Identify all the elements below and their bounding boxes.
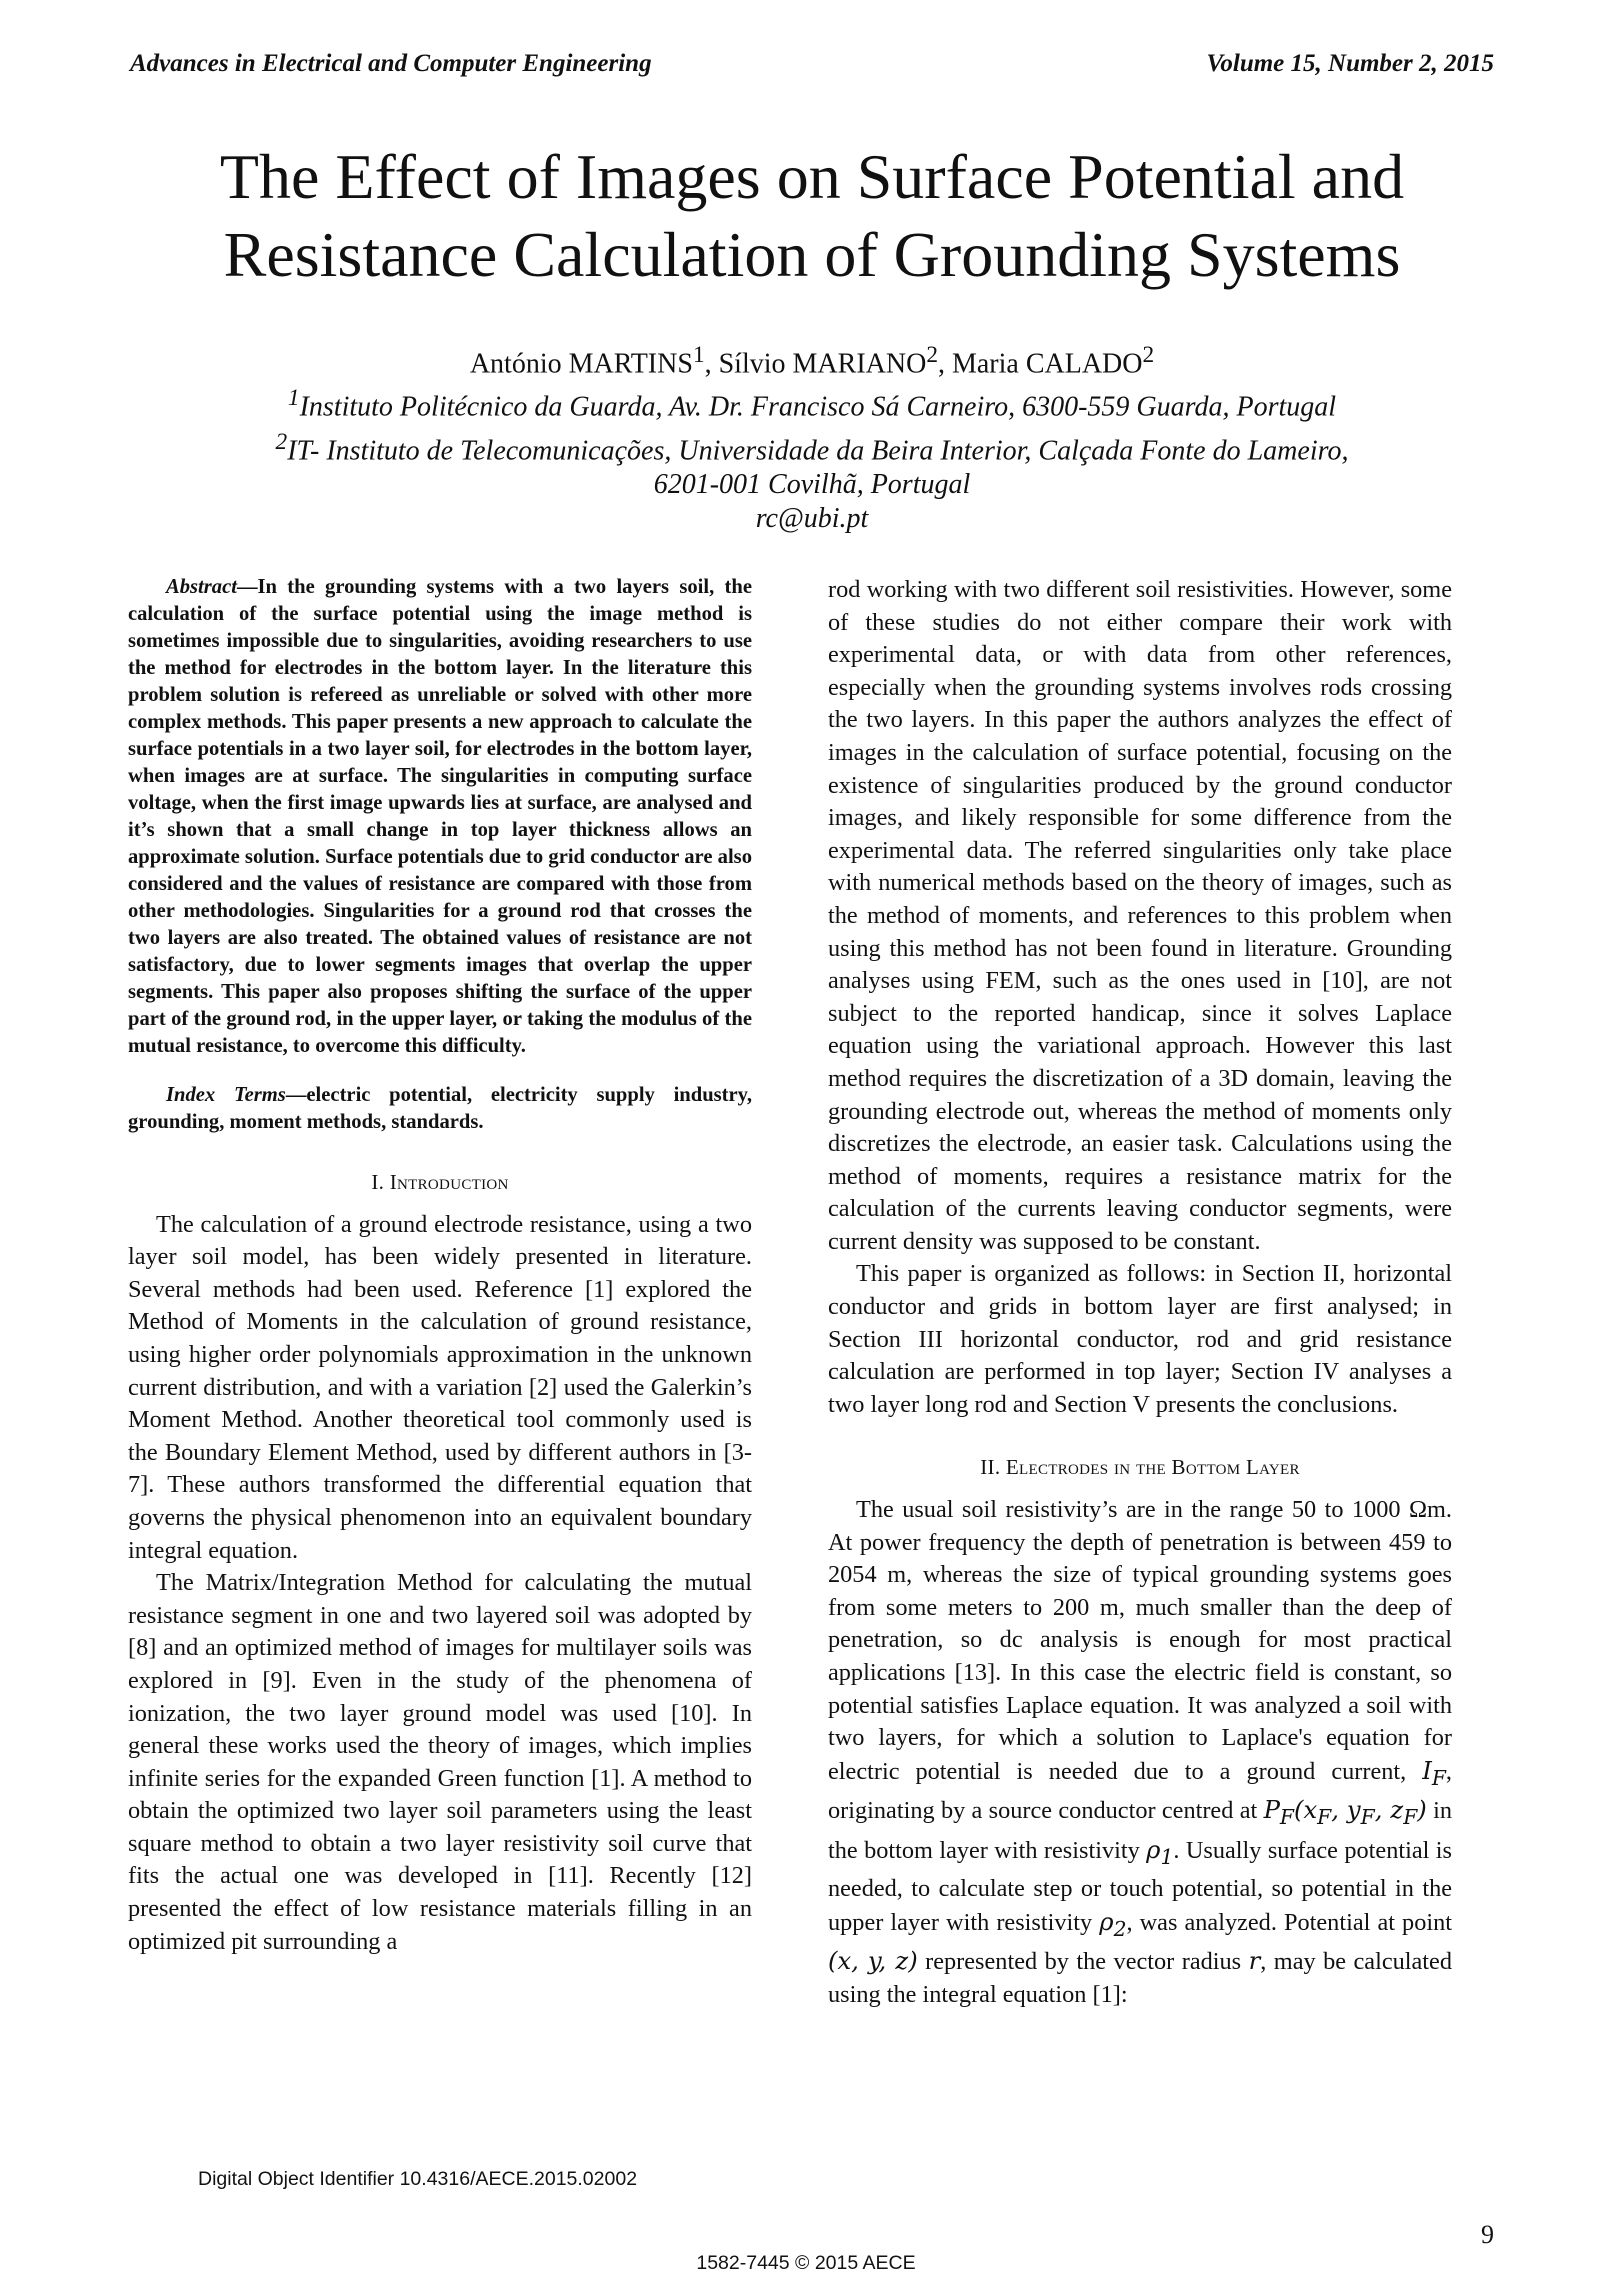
volume-info: Volume 15, Number 2, 2015 — [1206, 50, 1494, 77]
abstract-text: —In the grounding systems with a two layers soil, the calculation of the surface potential using the image method is sometimes impossible due to singularities, avoiding researchers to use the method for electrodes in the bottom layer. In the literature this problem solution is refereed as unreliable or solved with other more complex methods. This paper presents a new approach to calculate the surface potentials in a two layer soil, for electrodes in the bottom layer, when images are at surface. The singularities in computing surface voltage, when the first image upwards lies at surface, are analysed and it’s shown that a small change in top layer thickness allows an approximate solution. Surface potentials due to grid conductor are also considered and the values of resistance are compared with those from other methodologies. Singularities for a ground rod that crosses the two layers are also treated. The obtained values of resistance are not satisfactory, due to lower segments images that overlap the upper segments. This paper also proposes shifting the surface of the upper part of the ground rod, in the upper layer, or taking the modulus of the mutual resistance, to overcome this difficulty. — [128, 576, 752, 1057]
math-ground-current — [1422, 1755, 1446, 1790]
math-rho2 — [1099, 1906, 1127, 1941]
author-1: António MARTINS — [469, 348, 693, 380]
text-run: , was analyzed. Potential at point — [1126, 1908, 1453, 1936]
intro-paragraph-2: The Matrix/Integration Method for calculating the mutual resistance segment in one and two layered soil was adopted by [8] and an optimized method of images for multilayer soils was explored in [9]. Even in the study of the phenomena of ionization, the two layer ground model was used [10]. In general these works used the theory of images, which implies infinite series for the expanded Green function [1]. A method to obtain the optimized two layer soil parameters using the least square method to obtain a two layer resistivity soil curve that fits the actual one was developed in [11]. Recently [12] presented the effect of low resistance materials filling in an optimized pit surrounding a — [128, 1569, 752, 1955]
math-symbol: I — [1422, 1755, 1432, 1785]
text-run: represented by the vector radius — [925, 1948, 1242, 1976]
author-1-sup: 1 — [692, 342, 705, 368]
math-subscript: 1 — [1160, 1844, 1174, 1869]
math-symbol: , y — [1331, 1795, 1361, 1825]
affiliation-2-cont: 6201-001 Covilhã, Portugal — [653, 468, 971, 500]
math-subscript: F — [1431, 1765, 1446, 1790]
math-subscript: 2 — [1113, 1916, 1127, 1941]
affiliation-2-sup: 2 — [275, 428, 288, 455]
math-symbol: (x — [1293, 1795, 1318, 1825]
author-2-sup: 2 — [926, 342, 938, 368]
section-heading-bottom-layer — [828, 1451, 1452, 1484]
journal-name: Advances in Electrical and Computer Engineering — [130, 50, 652, 77]
math-radius: r — [1248, 1946, 1261, 1976]
issn-footer: 1582-7445 © 2015 AECE — [696, 2252, 916, 2274]
math-symbol: ρ — [1099, 1906, 1114, 1936]
text-run: in the bottom layer with resistivity — [828, 1797, 1452, 1864]
section-number: II. — [980, 1455, 1006, 1480]
math-subscript: F — [1360, 1805, 1375, 1830]
text-run: . Usually surface potential is needed, to calculate step or touch potential, so potential in the upper layer with resistivity — [828, 1836, 1452, 1936]
math-point: (x, y, z) — [828, 1946, 918, 1976]
section2-paragraph-1 — [828, 1494, 1452, 2011]
author-separator: , — [937, 348, 952, 380]
math-rho1 — [1146, 1834, 1174, 1869]
text-run: The usual soil resistivity’s are in the range 50 to 1000 Ωm. At power frequency the depth of penetration is between 459 to 2054 m, whereas the size of typical grounding systems goes from some meters to 200 m, much smaller than the deep of penetration, so dc analysis is enough for most practical applications [13]. In this case the electric field is constant, so potential satisfies Laplace equation. It was analyzed a soil with two layers, for which a solution to Laplace's equation for electric potential is needed due to a ground current, — [828, 1496, 1452, 1785]
math-source-point — [1263, 1795, 1427, 1830]
affiliation-1 — [130, 381, 1494, 424]
intro-paragraph-1: The calculation of a ground electrode resistance, using a two layer soil model, has been widely presented in literature. Several methods had been used. Reference [1] explored the Method of Moments in the calculation of ground resistance, using higher order polynomials approximation in the unknown current distribution, and with a variation [2] used the Galerkin’s Moment Method. Another theoretical tool commonly used is the Boundary Element Method, used by different authors in [3-7]. These authors transformed the differential equation that governs the physical phenomenon into an equivalent boundary integral equation. — [128, 1210, 752, 1564]
title-line-2: Resistance Calculation of Grounding Systems — [223, 219, 1401, 290]
section-title: Introduction — [389, 1170, 509, 1194]
page-number: 9 — [1481, 2220, 1494, 2249]
math-symbol: ) — [1417, 1795, 1427, 1825]
author-block — [130, 338, 1494, 536]
affiliation-2 — [130, 425, 1494, 468]
paper-title — [130, 138, 1494, 294]
author-3: Maria CALADO — [951, 348, 1143, 380]
affiliation-1-sup: 1 — [287, 385, 300, 412]
index-terms-text: —electric potential, electricity supply industry, grounding, moment methods, standards. — [128, 1084, 752, 1133]
title-line-1: The Effect of Images on Surface Potential and — [219, 141, 1405, 212]
author-line — [130, 338, 1494, 381]
math-symbol: P — [1263, 1795, 1280, 1825]
author-2: Sílvio MARIANO — [718, 348, 927, 380]
right-column — [828, 574, 1452, 2011]
author-3-sup: 2 — [1142, 342, 1155, 368]
section-heading-introduction — [128, 1166, 752, 1199]
section-title: Electrodes in the Bottom Layer — [1005, 1455, 1300, 1480]
text-run: , may be calculated using the integral equation [1]: — [828, 1948, 1452, 2008]
index-terms — [128, 1082, 752, 1136]
text-run: , originating by a source conductor centred at — [828, 1757, 1452, 1825]
abstract — [128, 574, 752, 1060]
math-symbol: , z — [1374, 1795, 1404, 1825]
abstract-lead: Abstract — [166, 576, 237, 598]
math-subscript: F — [1317, 1805, 1332, 1830]
affiliation-2-text: IT- Instituto de Telecomunicações, Universidade da Beira Interior, Calçada Fonte do Lameiro, — [287, 434, 1349, 466]
doi-footer: Digital Object Identifier 10.4316/AECE.2015.02002 — [198, 2168, 638, 2190]
math-symbol: ρ — [1146, 1834, 1161, 1864]
intro-paragraph-4: This paper is organized as follows: in Section II, horizontal conductor and grids in bottom layer are first analysed; in Section III horizontal conductor, rod and grid resistance calculation are performed in top layer; Section IV analyses a two layer long rod and Section V presents the conclusions. — [828, 1260, 1452, 1418]
left-column — [128, 574, 752, 1958]
index-terms-lead: Index Terms — [166, 1084, 286, 1106]
affiliation-1-text: Instituto Politécnico da Guarda, Av. Dr. Francisco Sá Carneiro, 6300-559 Guarda, Portugal — [299, 391, 1337, 423]
math-subscript: F — [1279, 1805, 1294, 1830]
section-number: I. — [371, 1170, 390, 1194]
author-email: rc@ubi.pt — [755, 502, 869, 534]
running-header — [130, 50, 1494, 78]
intro-paragraph-3: rod working with two different soil resistivities. However, some of these studies do not either compare their work with experimental data, or with data from other references, especially when the grounding systems involves rods crossing the two layers. In this paper the authors analyzes the effect of images in the calculation of surface potential, focusing on the existence of singularities produced by the ground conductor images, and likely responsible for some difference from the experimental data. The referred singularities only take place with numerical methods based on the theory of images, such as the method of moments, and references to this problem when using this method has not been found in literature. Grounding analyses using FEM, such as the ones used in [10], are not subject to the reported handicap, since it solves Laplace equation using the variational approach. However this last method requires the discretization of a 3D domain, leaving the grounding electrode out, whereas the method of moments only discretizes the electrode, an easier task. Calculations using the method of moments, requires a resistance matrix for the calculation of the currents leaving conductor segments, were current density was supposed to be constant. — [828, 576, 1452, 1255]
author-separator: , — [704, 348, 719, 380]
math-subscript: F — [1403, 1805, 1418, 1830]
